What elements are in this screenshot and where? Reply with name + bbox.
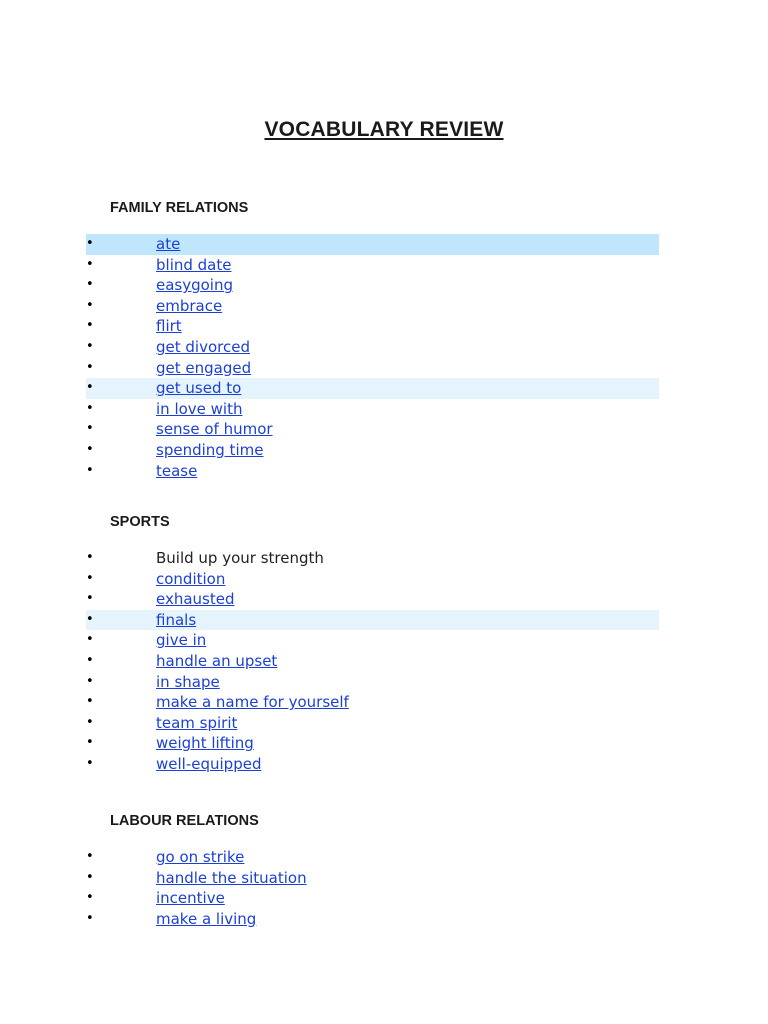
- list-item: [0, 569, 768, 590]
- vocab-link[interactable]: get divorced: [156, 337, 250, 356]
- bullet-icon: •: [86, 318, 94, 334]
- bullet-icon: •: [86, 277, 94, 293]
- page-title: VOCABULARY REVIEW: [264, 118, 504, 141]
- list-item: [0, 440, 768, 461]
- vocab-link[interactable]: weight lifting: [156, 734, 254, 753]
- vocab-link[interactable]: handle an upset: [156, 651, 278, 670]
- list-item: [0, 888, 768, 909]
- bullet-icon: •: [86, 890, 94, 906]
- list-item: [0, 630, 768, 651]
- vocab-link[interactable]: easygoing: [156, 276, 234, 295]
- vocab-link[interactable]: give in: [156, 631, 207, 650]
- bullet-icon: •: [86, 380, 94, 396]
- list-item: [0, 733, 768, 754]
- vocab-link[interactable]: well-equipped: [156, 754, 262, 773]
- list-item: [0, 419, 768, 440]
- bullet-icon: •: [86, 338, 94, 354]
- vocab-link[interactable]: make a name for yourself: [156, 693, 349, 712]
- section-heading-labour-relations: LABOUR RELATIONS: [110, 813, 259, 829]
- list-item: [86, 378, 659, 399]
- bullet-icon: •: [86, 570, 94, 586]
- vocab-link[interactable]: condition: [156, 569, 226, 588]
- bullet-icon: •: [86, 591, 94, 607]
- vocab-link[interactable]: team spirit: [156, 713, 238, 732]
- list-item: [0, 548, 768, 569]
- bullet-icon: •: [86, 673, 94, 689]
- bullet-icon: •: [86, 611, 94, 627]
- section-heading-family-relations: FAMILY RELATIONS: [110, 200, 249, 216]
- vocab-link[interactable]: tease: [156, 461, 198, 480]
- list-item: [86, 234, 659, 255]
- list-item: [0, 589, 768, 610]
- list-item: [0, 275, 768, 296]
- list-item: [0, 692, 768, 713]
- labour-relations-list: [0, 847, 768, 929]
- list-item: [0, 909, 768, 930]
- bullet-icon: •: [86, 236, 94, 251]
- vocab-link[interactable]: go on strike: [156, 848, 245, 866]
- vocab-link[interactable]: finals: [156, 610, 197, 629]
- vocab-link[interactable]: get used to: [156, 379, 242, 398]
- bullet-icon: •: [86, 400, 94, 416]
- vocab-term: Build up your strength: [156, 549, 324, 567]
- sports-list: [0, 548, 768, 775]
- vocab-link[interactable]: in shape: [156, 672, 220, 691]
- list-item: [0, 868, 768, 889]
- list-item: [0, 358, 768, 379]
- list-item: [0, 754, 768, 775]
- vocab-link[interactable]: handle the situation: [156, 868, 307, 887]
- bullet-icon: •: [86, 652, 94, 668]
- vocab-link[interactable]: flirt: [156, 317, 182, 336]
- bullet-icon: •: [86, 869, 94, 885]
- vocab-link[interactable]: sense of humor: [156, 420, 273, 439]
- bullet-icon: •: [86, 694, 94, 710]
- bullet-icon: •: [86, 441, 94, 457]
- list-item: [0, 316, 768, 337]
- list-item: [0, 399, 768, 420]
- bullet-icon: •: [86, 849, 94, 864]
- section-heading-sports: SPORTS: [110, 514, 170, 530]
- vocab-link[interactable]: incentive: [156, 889, 225, 908]
- vocab-link[interactable]: spending time: [156, 440, 264, 459]
- bullet-icon: •: [86, 462, 94, 478]
- list-item: [86, 610, 659, 631]
- list-item: [0, 296, 768, 317]
- vocab-link[interactable]: exhausted: [156, 590, 235, 609]
- bullet-icon: •: [86, 297, 94, 313]
- bullet-icon: •: [86, 421, 94, 437]
- vocab-link[interactable]: embrace: [156, 296, 223, 315]
- bullet-icon: •: [86, 735, 94, 751]
- vocab-link[interactable]: ate: [156, 235, 181, 253]
- bullet-icon: •: [86, 714, 94, 730]
- list-item: [0, 847, 768, 868]
- bullet-icon: •: [86, 910, 94, 926]
- family-relations-list: [0, 234, 768, 481]
- list-item: [0, 461, 768, 482]
- bullet-icon: •: [86, 256, 94, 272]
- bullet-icon: •: [86, 632, 94, 648]
- vocab-link[interactable]: make a living: [156, 909, 257, 928]
- bullet-icon: •: [86, 550, 94, 565]
- list-item: [0, 713, 768, 734]
- bullet-icon: •: [86, 755, 94, 771]
- list-item: [0, 337, 768, 358]
- vocab-link[interactable]: get engaged: [156, 358, 252, 377]
- list-item: [0, 672, 768, 693]
- list-item: [0, 255, 768, 276]
- list-item: [0, 651, 768, 672]
- vocab-link[interactable]: in love with: [156, 399, 243, 418]
- vocab-link[interactable]: blind date: [156, 255, 232, 274]
- bullet-icon: •: [86, 359, 94, 375]
